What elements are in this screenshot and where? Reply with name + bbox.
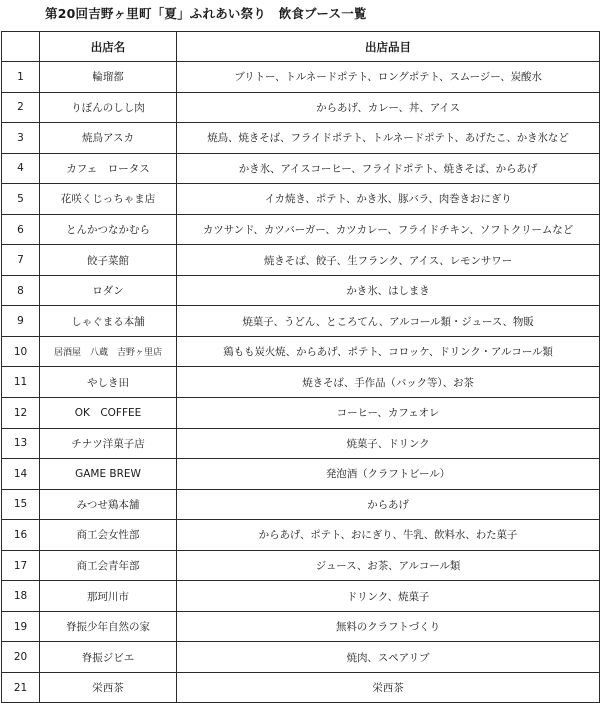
booth-items: かき氷、はしまき [177,275,600,306]
table-row [2,92,600,123]
header-items: 出店品目 [177,32,600,62]
booth-items: 焼肉、スペアリブ [177,642,600,673]
table-row [2,489,600,520]
booth-items: ドリンク、焼菓子 [177,581,600,612]
booth-items: からあげ [177,489,600,520]
booth-name: 商工会女性部 [40,520,177,551]
row-number: 15 [2,489,40,520]
booth-name: カフェ ロータス [40,153,177,184]
row-number: 19 [2,611,40,642]
row-number: 1 [2,62,40,93]
table-row [2,581,600,612]
row-number: 2 [2,92,40,123]
booth-items: イカ焼き、ポテト、かき氷、豚バラ、肉巻きおにぎり [177,184,600,215]
row-number: 11 [2,367,40,398]
table-row [2,306,600,337]
row-number: 13 [2,428,40,459]
booth-items: 発泡酒（クラフトビール） [177,459,600,490]
page-title: 第20回吉野ヶ里町「夏」ふれあい祭り 飲食ブース一覧 [45,6,367,21]
row-number: 10 [2,336,40,367]
table-row [2,62,600,93]
booth-items: からあげ、ポテト、おにぎり、牛乳、飲料水、わた菓子 [177,520,600,551]
table-row [2,459,600,490]
table-row [2,245,600,276]
booth-name: 栄西茶 [40,672,177,703]
booth-table [1,31,600,703]
booth-items: 無料のクラフトづくり [177,611,600,642]
row-number: 18 [2,581,40,612]
table-header-row [2,32,600,62]
booth-name: 那珂川市 [40,581,177,612]
booth-name: 花咲くじっちゃま店 [40,184,177,215]
row-number: 5 [2,184,40,215]
booth-name: ロダン [40,275,177,306]
row-number: 20 [2,642,40,673]
booth-name: やしき田 [40,367,177,398]
table-row [2,398,600,429]
table-row [2,153,600,184]
booth-items: 栄西茶 [177,672,600,703]
row-number: 14 [2,459,40,490]
booth-name: 脊振ジビエ [40,642,177,673]
row-number: 9 [2,306,40,337]
booth-name: とんかつなかむら [40,214,177,245]
booth-name: 居酒屋 八蔵 吉野ヶ里店 [40,336,177,367]
table-row [2,214,600,245]
row-number: 3 [2,123,40,154]
booth-items: コーヒー、カフェオレ [177,398,600,429]
table-row [2,336,600,367]
booth-items: からあげ、カレー、丼、アイス [177,92,600,123]
booth-name: 脊振少年自然の家 [40,611,177,642]
booth-items: 焼きそば、餃子、生フランク、アイス、レモンサワー [177,245,600,276]
booth-name: 餃子菜館 [40,245,177,276]
table-row [2,275,600,306]
row-number: 6 [2,214,40,245]
booth-name: 輪瑠都 [40,62,177,93]
table-body [2,62,600,703]
table-row [2,642,600,673]
table-row [2,367,600,398]
table-row [2,520,600,551]
booth-items: 焼鳥、焼きそば、フライドポテト、トルネードポテト、あげたこ、かき氷など [177,123,600,154]
table-row [2,428,600,459]
table-row [2,611,600,642]
booth-items: カツサンド、カツバーガー、カツカレー、フライドチキン、ソフトクリームなど [177,214,600,245]
row-number: 8 [2,275,40,306]
booth-name: 焼鳥アスカ [40,123,177,154]
table-row [2,123,600,154]
booth-items: 焼菓子、ドリンク [177,428,600,459]
table-row [2,184,600,215]
booth-items: 焼菓子、うどん、ところてん、アルコール類・ジュース、物販 [177,306,600,337]
booth-items: ジュース、お茶、アルコール類 [177,550,600,581]
row-number: 16 [2,520,40,551]
header-number [2,32,40,62]
row-number: 4 [2,153,40,184]
booth-name: GAME BREW [40,459,177,490]
row-number: 21 [2,672,40,703]
booth-items: 鶏もも炭火焼、からあげ、ポテト、コロッケ、ドリンク・アルコール類 [177,336,600,367]
booth-name: りぼんのしし肉 [40,92,177,123]
row-number: 7 [2,245,40,276]
booth-items: ブリトー、トルネードポテト、ロングポテト、スムージー、炭酸水 [177,62,600,93]
booth-items: 焼きそば、手作品（バック等）、お茶 [177,367,600,398]
booth-items: かき氷、アイスコーヒー、フライドポテト、焼きそば、からあげ [177,153,600,184]
table-row [2,550,600,581]
table-row [2,672,600,703]
booth-name: みつせ鶏本舗 [40,489,177,520]
booth-name: 商工会青年部 [40,550,177,581]
row-number: 17 [2,550,40,581]
booth-name: しゃぐまる本舗 [40,306,177,337]
booth-name: チナツ洋菓子店 [40,428,177,459]
row-number: 12 [2,398,40,429]
booth-name: OK COFFEE [40,398,177,429]
header-name: 出店名 [40,32,177,62]
